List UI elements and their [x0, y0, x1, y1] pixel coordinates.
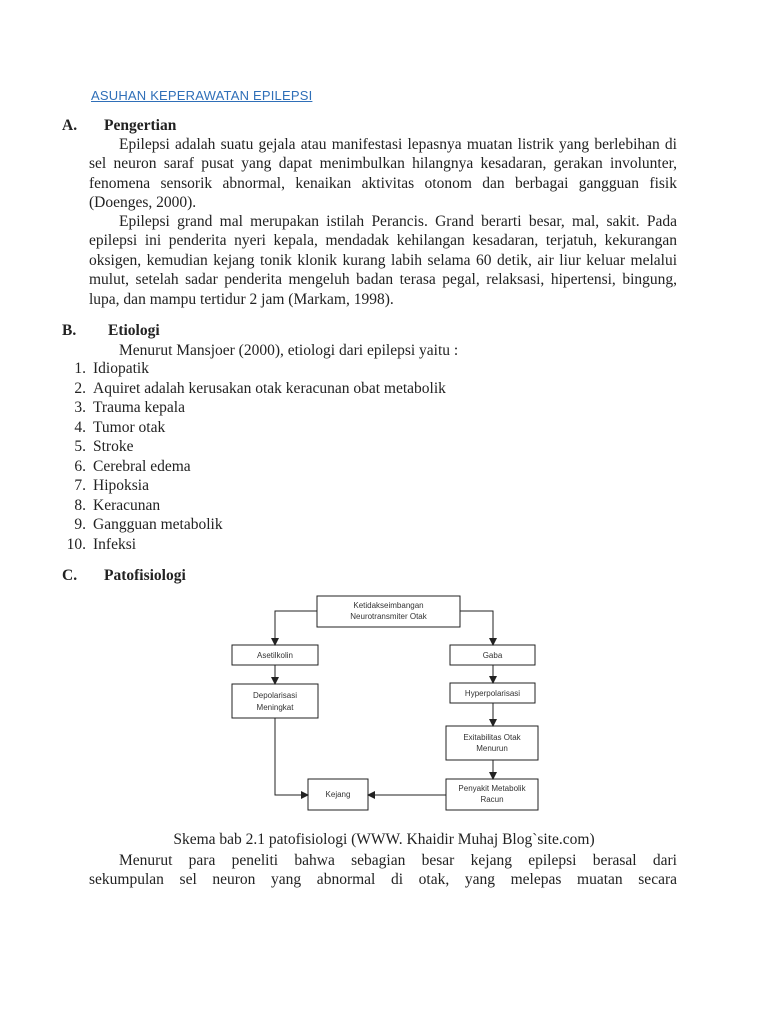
node-kejang-label: Kejang — [325, 790, 351, 799]
section-b-letter: B. — [62, 322, 77, 339]
section-a-title: Pengertian — [104, 117, 177, 134]
section-c-letter: C. — [62, 567, 78, 584]
pengertian-text-2: Epilepsi grand mal merupakan istilah Perancis. Grand berarti besar, mal, sakit. Pada epilepsi ini penderita nyeri kepala, mendadak kehilangan kesadaran, terjatuh, kekurangan oksigen, kemudian kejang tonik klonik kurang labih selama 60 detik, air liur keluar melalui mulut, setelah sadar penderita mengeluh badan terasa pegal, relaksasi, hipertensi, bingung, lupa, dan mampu tertidur 2 jam (Markam, 1998). — [89, 213, 677, 308]
etiologi-intro: Menurut Mansjoer (2000), etiologi dari epilepsi yaitu : — [119, 342, 459, 359]
node-ketidakseimbangan-line2: Neurotransmiter Otak — [350, 612, 427, 621]
section-c-title: Patofisiologi — [104, 567, 186, 584]
patofisiologi-line-2: sekumpulan sel neuron yang abnormal di otak, yang melepas muatan secara — [89, 871, 677, 889]
arrow-to-asetilkolin — [275, 611, 317, 645]
node-penyakit-line2: Racun — [480, 795, 504, 804]
arrow-depol-to-kejang — [275, 718, 308, 795]
node-exitabilitas-line2: Menurun — [476, 744, 508, 753]
diagram-caption: Skema bab 2.1 patofisiologi (WWW. Khaidir Muhaj Blog`site.com) — [173, 831, 595, 848]
node-depolarisasi-line2: Meningkat — [256, 703, 294, 712]
node-exitabilitas-line1: Exitabilitas Otak — [463, 733, 521, 742]
document-title-link[interactable]: ASUHAN KEPERAWATAN EPILEPSI — [91, 88, 313, 103]
node-depolarisasi-line1: Depolarisasi — [252, 691, 298, 700]
section-b-title: Etiologi — [108, 322, 160, 339]
pengertian-text-1: Epilepsi adalah suatu gejala atau manifestasi lepasnya muatan listrik yang berlebihan di sel neuron saraf pusat yang dapat menimbulkan hilangnya kesadaran, gerakan involunter, fenomena sensorik abnormal, kenaikan aktivitas otonom dan berbagai gangguan fisik (Doenges, 2000). — [89, 136, 677, 212]
node-penyakit-line1: Penyakit Metabolik — [458, 784, 526, 793]
patofisiologi-paragraph — [89, 851, 677, 890]
node-asetilkolin-label: Asetilkolin — [256, 651, 294, 660]
patofisiologi-line-1: Menurut para peneliti bahwa sebagian besar kejang epilepsi berasal dari — [119, 852, 677, 869]
node-depolarisasi — [232, 684, 318, 718]
node-hyperpolarisasi-label: Hyperpolarisasi — [464, 689, 521, 698]
section-a-letter: A. — [62, 117, 78, 134]
node-ketidakseimbangan-line1: Ketidakseimbangan — [353, 601, 424, 610]
arrow-to-gaba — [460, 611, 493, 645]
node-gaba-label: Gaba — [482, 651, 503, 660]
node-exitabilitas — [446, 726, 538, 760]
document-page: ASUHAN KEPERAWATAN EPILEPSI A. Pengertian Epilepsi adalah suatu gejala atau manifestasi lepasnya muatan listrik yang berlebihan di sel neuron saraf pusat yang dapat menimbulkan hilangnya kesadaran, gerakan involunter, fenomena sensorik abnormal, kenaikan aktivitas otonom dan berbagai gangguan fisik (Doenges, 2000). Epilepsi grand mal merupakan istilah Perancis. Grand berarti besar, mal, sakit. Pada epilepsi ini penderita nyeri kepala, mendadak kehilangan kesadaran, terjatuh, kekurangan oksigen, kemudian kejang tonik klonik kurang labih selama 60 detik, air liur keluar melalui mulut, setelah sadar penderita mengeluh badan terasa pegal, relaksasi, hipertensi, bingung, lupa, dan mampu tertidur 2 jam (Markam, 1998). B. Etiologi Menurut Mansjoer (2000), etiologi dari epilepsi yaitu : 1. Idiopatik 2. Aquiret adalah kerusakan otak keracunan obat metabolik 3. Trauma kepala 4. Tumor otak 5. Stroke 6. Cerebral edema 7. Hipoksia 8. Keracunan 9. Gangguan metabolik 10. Infeksi C. Patofisiologi Ketidakseimbangan Neurotransmiter Otak Asetilkolin Gaba Depolarisasi Meningkat Hyperpolarisasi Exitabilitas Otak Menurun Kejang Penyakit Metabolik Racun Skema bab 2.1 patofisiologi (WWW. Khaidir Muhaj Blog`site.com) Menurut para peneliti bahwa sebagian besar kejang epilepsi berasal dari sekumpulan sel neuron yang abnormal di otak, yang melepas muatan secara — [0, 0, 768, 1024]
